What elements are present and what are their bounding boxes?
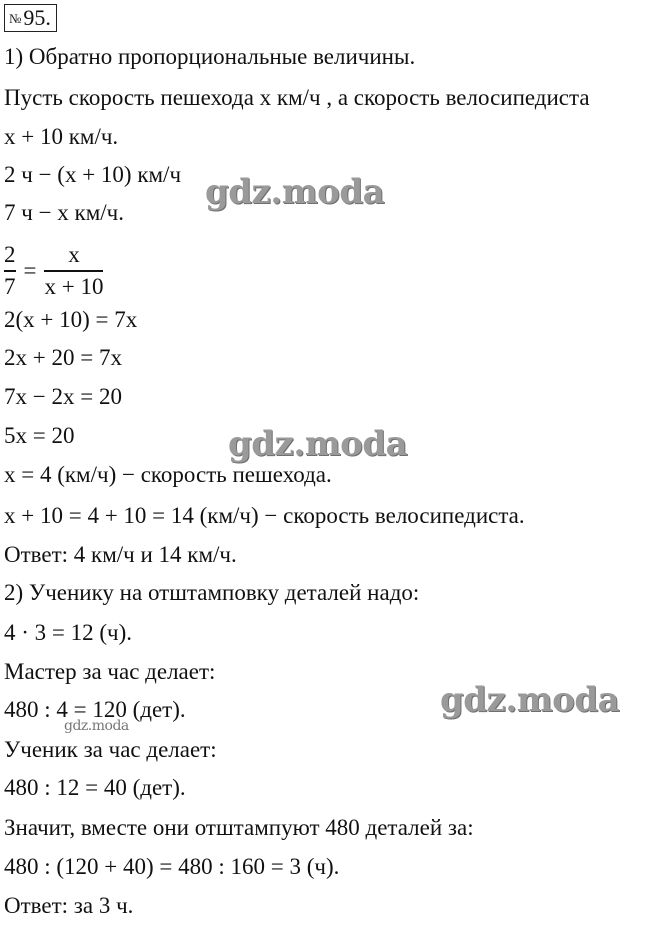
answer-line: Ответ: за 3 ч.: [4, 893, 134, 918]
solution-line: 1) Обратно пропорциональные величины.: [4, 44, 416, 69]
solution-line: 2x + 20 = 7x: [4, 345, 122, 370]
left-fraction: [4, 240, 16, 302]
solution-line: 7x − 2x = 20: [4, 384, 122, 409]
right-fraction: [44, 240, 103, 302]
solution-line: 480 : 12 = 40 (дет).: [4, 775, 186, 800]
watermark: gdz.moda: [440, 680, 620, 720]
solution-line: 2(x + 10) = 7x: [4, 307, 138, 332]
problem-number: 95.: [23, 5, 51, 30]
solution-line: x + 10 = 4 + 10 = 14 (км/ч) − скорость велосипедиста.: [4, 503, 525, 528]
solution-line: Значит, вместе они отштампуют 480 деталей за:: [4, 815, 474, 840]
equals-sign: =: [23, 257, 37, 283]
solution-line: 480 : (120 + 40) = 480 : 160 = 3 (ч).: [4, 854, 340, 879]
watermark-small: gdz.moda: [64, 718, 129, 734]
solution-line: 4 · 3 = 12 (ч).: [4, 620, 133, 645]
number-sign: №: [9, 11, 22, 26]
watermark: gdz.moda: [228, 424, 408, 464]
solution-line: Пусть скорость пешехода x км/ч , а скорость велосипедиста: [4, 85, 590, 110]
solution-line: 2) Ученику на отштамповку деталей надо:: [4, 580, 420, 605]
solution-line: 480 : 4 = 120 (дет).: [4, 697, 186, 722]
proportion-equation: [4, 240, 103, 302]
solution-line: Ученик за час делает:: [4, 737, 217, 762]
solution-line: x = 4 (км/ч) − скорость пешехода.: [4, 462, 332, 487]
solution-line: 7 ч − x км/ч.: [4, 200, 124, 225]
solution-line: Мастер за час делает:: [4, 659, 216, 684]
problem-number-badge: [4, 4, 57, 32]
denominator: x + 10: [44, 273, 104, 299]
numerator: x: [68, 242, 80, 267]
numerator: 2: [4, 242, 16, 267]
solution-line: 2 ч − (x + 10) км/ч: [4, 162, 182, 187]
answer-line: Ответ: 4 км/ч и 14 км/ч.: [4, 542, 237, 567]
watermark: gdz.moda: [205, 172, 385, 212]
solution-line: x + 10 км/ч.: [4, 124, 119, 149]
denominator: 7: [4, 273, 16, 299]
solution-line: 5x = 20: [4, 423, 75, 448]
